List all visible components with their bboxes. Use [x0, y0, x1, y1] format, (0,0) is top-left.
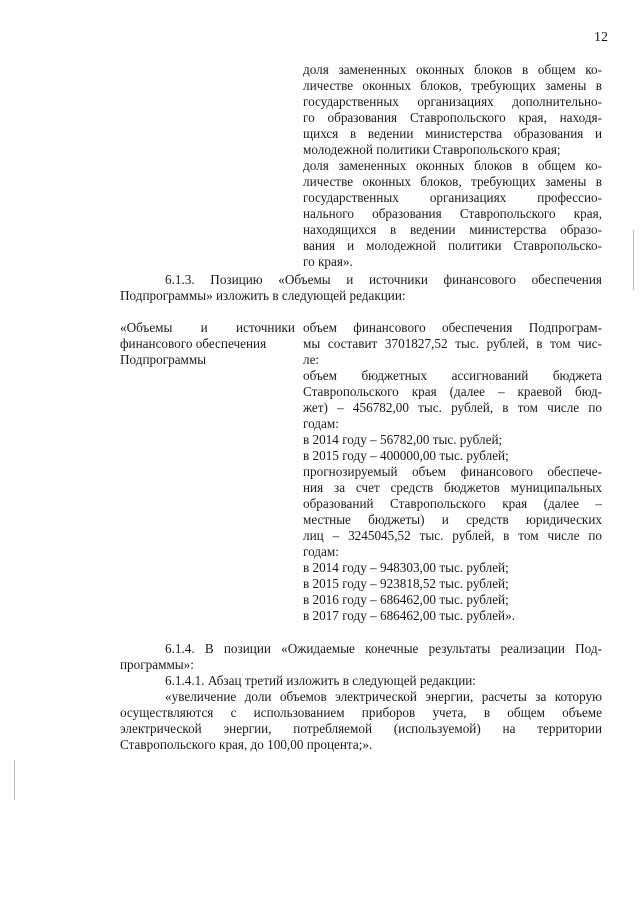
- table-right-line: объем финансового обеспечения Подпрограм-: [303, 320, 602, 335]
- text-line: личестве оконных блоков, требующих замены в: [303, 78, 602, 93]
- table-right-line: прогнозируемый объем финансового обеспече-: [303, 464, 602, 479]
- paragraph-6-1-4-line: осуществляются с использованием приборов учета, в общем объеме: [120, 705, 602, 720]
- table-right-line: ле:: [303, 352, 320, 367]
- text-line: доля замененных оконных блоков в общем ко-: [303, 62, 602, 77]
- table-right-line: образований Ставропольского края (далее –: [303, 496, 602, 511]
- table-right-line: местные бюджеты) и средств юридических: [303, 512, 602, 527]
- text-line: го образования Ставропольского края, находя-: [303, 110, 602, 125]
- table-left-line: финансового обеспечения: [120, 336, 267, 351]
- text-line: щихся в ведении министерства образования и: [303, 126, 602, 141]
- paragraph-6-1-4-line: 6.1.4. В позиции «Ожидаемые конечные результаты реализации Под-: [165, 641, 602, 656]
- text-line: го края».: [303, 254, 353, 269]
- text-line: молодежной политики Ставропольского края;: [303, 142, 561, 157]
- table-right-line: мы составит 3701827,52 тыс. рублей, в том чис-: [303, 336, 602, 351]
- table-right-line: годам:: [303, 544, 339, 559]
- scan-artifact: [633, 230, 634, 290]
- paragraph-6-1-4-line: Ставропольского края, до 100,00 процента;».: [120, 737, 373, 752]
- table-right-line: в 2015 году – 400000,00 тыс. рублей;: [303, 448, 509, 463]
- text-line: нального образования Ставропольского края,: [303, 206, 602, 221]
- scan-artifact: [14, 760, 15, 800]
- table-right-line: лиц – 3245045,52 тыс. рублей, в том числе по: [303, 528, 602, 543]
- text-line: доля замененных оконных блоков в общем ко-: [303, 158, 602, 173]
- table-right-line: в 2015 году – 923818,52 тыс. рублей;: [303, 576, 509, 591]
- table-right-line: жет) – 456782,00 тыс. рублей, в том числе по: [303, 400, 602, 415]
- table-right-line: в 2014 году – 56782,00 тыс. рублей;: [303, 432, 503, 447]
- paragraph-6-1-4-line: программы»:: [120, 657, 194, 672]
- text-line: находящихся в ведении министерства образо-: [303, 222, 602, 237]
- page-number: 12: [594, 30, 608, 45]
- table-right-line: в 2017 году – 686462,00 тыс. рублей».: [303, 608, 515, 623]
- text-line: личестве оконных блоков, требующих замены в: [303, 174, 602, 189]
- table-right-line: ния за счет средств бюджетов муниципальных: [303, 480, 602, 495]
- table-right-line: годам:: [303, 416, 339, 431]
- paragraph-6-1-3-line: Подпрограммы» изложить в следующей редакции:: [120, 288, 406, 303]
- table-left-line: Подпрограммы: [120, 352, 207, 367]
- text-line: государственных организациях дополнительно-: [303, 94, 602, 109]
- table-right-line: в 2016 году – 686462,00 тыс. рублей;: [303, 592, 509, 607]
- table-right-line: объем бюджетных ассигнований бюджета: [303, 368, 602, 383]
- table-right-line: Ставропольского края (далее – краевой бюд-: [303, 384, 602, 399]
- text-line: государственных организациях профессио-: [303, 190, 602, 205]
- table-right-line: в 2014 году – 948303,00 тыс. рублей;: [303, 560, 509, 575]
- text-line: вания и молодежной политики Ставропольско-: [303, 238, 602, 253]
- table-left-line: «Объемы и источники: [120, 320, 295, 335]
- paragraph-6-1-4-line: 6.1.4.1. Абзац третий изложить в следующей редакции:: [165, 673, 476, 688]
- paragraph-6-1-4-line: электрической энергии, потребляемой (используемой) на территории: [120, 721, 602, 736]
- paragraph-6-1-3-line: 6.1.3. Позицию «Объемы и источники финансового обеспечения: [165, 272, 602, 287]
- paragraph-6-1-4-line: «увеличение доли объемов электрической энергии, расчеты за которую: [165, 689, 602, 704]
